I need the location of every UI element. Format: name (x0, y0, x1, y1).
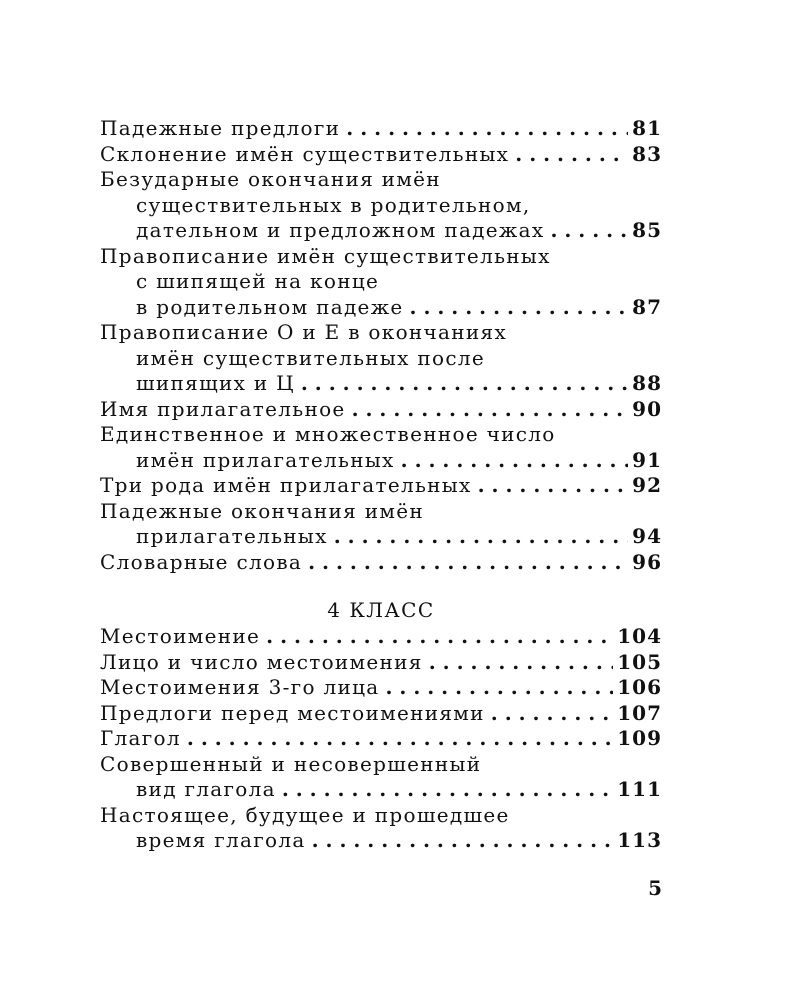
toc-entry (100, 675, 662, 701)
toc-entry (100, 624, 662, 650)
entry-page: 109 (617, 726, 662, 750)
dot-leader (282, 777, 613, 803)
entry-title: Три рода имён прилагательных (100, 473, 472, 497)
entry-title: Настоящее, будущее и прошедшее (100, 802, 510, 827)
toc-section-3 (100, 116, 662, 575)
dot-leader (334, 524, 628, 550)
entry-title: Склонение имён существительных (100, 141, 510, 166)
entry-page: 91 (632, 447, 662, 472)
entry-title: Правописание О и Е в окончаниях (100, 320, 508, 344)
entry-title: Словарные слова (100, 549, 303, 574)
entry-title: Падежные предлоги (100, 116, 341, 140)
toc-entry (100, 803, 662, 854)
entry-title-continued: имён прилагательных (136, 447, 395, 472)
entry-title: Местоимение (100, 624, 261, 648)
dot-leader (312, 828, 614, 854)
entry-title-continued: время глагола (136, 828, 306, 852)
entry-title: Безударные окончания имён (100, 167, 441, 191)
toc-entry (100, 116, 662, 142)
dot-leader (352, 397, 629, 423)
toc-entry (100, 422, 662, 473)
dot-leader (515, 142, 628, 168)
entry-page: 85 (632, 218, 662, 242)
entry-title-continued: с шипящей на конце (136, 269, 380, 293)
dot-leader (266, 624, 613, 650)
entry-page: 88 (632, 371, 662, 395)
entry-title-continued: существительных в родительном, (136, 192, 531, 217)
toc-entry (100, 167, 662, 244)
toc-entry (100, 244, 662, 321)
toc-section-4 (100, 624, 662, 854)
entry-page: 81 (632, 116, 662, 140)
toc-entry (100, 142, 662, 168)
entry-title-continued: прилагательных (136, 524, 328, 548)
dot-leader (308, 550, 628, 576)
entry-page: 113 (617, 828, 662, 852)
toc-entry (100, 650, 662, 676)
dot-leader (478, 473, 629, 499)
dot-leader (346, 116, 628, 142)
entry-title: Лицо и число местоимения (100, 649, 423, 674)
entry-title: Глагол (100, 726, 181, 750)
entry-title: Правописание имён существительных (100, 243, 551, 268)
toc-entry (100, 550, 662, 576)
entry-title: Имя прилагательное (100, 396, 346, 421)
toc-entry (100, 499, 662, 550)
dot-leader (550, 218, 628, 244)
dot-leader (301, 371, 628, 397)
entry-page: 104 (617, 624, 662, 648)
entry-title: Местоимения 3-го лица (100, 675, 380, 699)
dot-leader (410, 295, 629, 321)
entry-page: 90 (632, 396, 662, 421)
entry-page: 96 (632, 549, 662, 574)
entry-title-continued: в родительном падеже (136, 294, 404, 319)
section-heading: 4 КЛАСС (327, 598, 435, 622)
entry-title-continued: дательном и предложном падежах (136, 218, 545, 242)
dot-leader (187, 726, 613, 752)
page-number: 5 (648, 876, 662, 900)
toc-entry (100, 726, 662, 752)
toc-entry (100, 320, 662, 397)
entry-page: 83 (632, 141, 662, 166)
entry-page: 87 (632, 294, 662, 319)
dot-leader (429, 650, 614, 676)
entry-title-continued: шипящих и Ц (136, 371, 295, 395)
entry-page: 111 (617, 777, 662, 801)
toc-entry (100, 397, 662, 423)
entry-title-continued: вид глагола (136, 777, 276, 801)
dot-leader (491, 701, 613, 727)
entry-title: Падежные окончания имён (100, 498, 425, 523)
entry-page: 107 (617, 700, 662, 725)
entry-title: Единственное и множественное число (100, 422, 556, 446)
entry-page: 92 (632, 473, 662, 497)
dot-leader (385, 675, 613, 701)
toc-entry (100, 701, 662, 727)
entry-page: 105 (617, 649, 662, 674)
entry-page: 106 (617, 675, 662, 699)
entry-title: Совершенный и несовершенный (100, 751, 482, 776)
entry-title: Предлоги перед местоимениями (100, 700, 485, 725)
entry-title-continued: имён существительных после (136, 345, 485, 370)
toc-entry (100, 473, 662, 499)
dot-leader (401, 448, 629, 474)
entry-page: 94 (632, 524, 662, 548)
toc-entry (100, 752, 662, 803)
